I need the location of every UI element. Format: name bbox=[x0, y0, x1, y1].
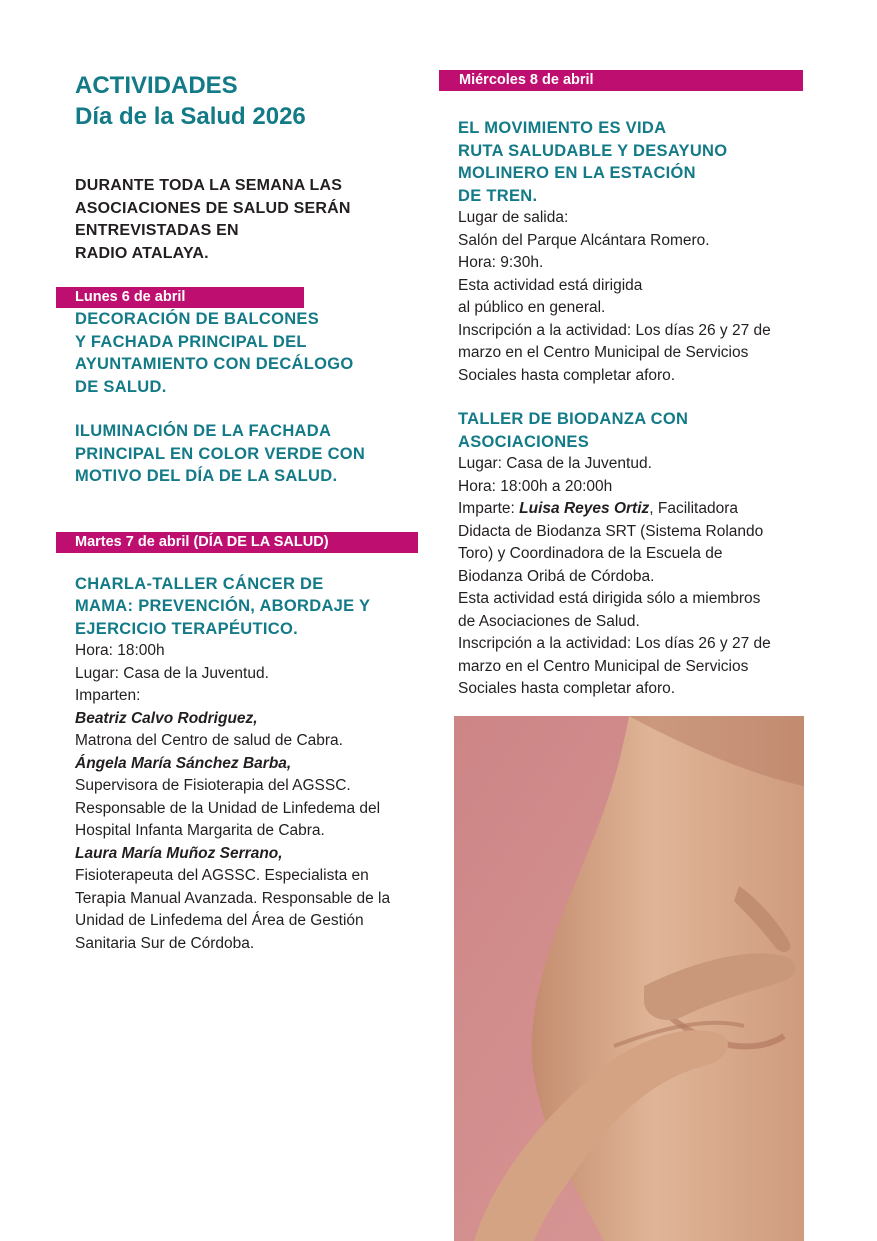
speaker-name: Ángela María Sánchez Barba, bbox=[75, 754, 292, 772]
speaker-description: Matrona del Centro de salud de Cabra. bbox=[75, 732, 343, 749]
imparte-line bbox=[458, 498, 804, 521]
hora-text: Hora: 18:00h bbox=[75, 642, 165, 659]
day-header-wednesday: Miércoles 8 de abril bbox=[439, 70, 803, 91]
detail-line: Sociales hasta completar aforo. bbox=[458, 366, 676, 384]
tuesday-activity-title bbox=[75, 573, 420, 641]
speaker-description: Responsable de la Unidad de Linfedema del bbox=[75, 799, 381, 817]
detail-line: marzo en el Centro Municipal de Servicios bbox=[458, 657, 749, 675]
activity-title-line: ILUMINACIÓN DE LA FACHADA bbox=[75, 422, 332, 440]
breast-self-exam-photo bbox=[454, 716, 804, 1241]
detail-line: Didacta de Biodanza SRT (Sistema Rolando bbox=[458, 522, 764, 540]
activity-title-line: TALLER DE BIODANZA CON bbox=[458, 410, 689, 428]
activity-title-line: MAMA: PREVENCIÓN, ABORDAJE Y bbox=[75, 597, 371, 615]
intro-line: DURANTE TODA LA SEMANA LAS bbox=[75, 177, 343, 194]
monday-activity-iluminacion bbox=[75, 420, 420, 488]
intro-line: ENTREVISTADAS EN bbox=[75, 222, 239, 239]
activity-title-line: DE SALUD. bbox=[75, 377, 167, 396]
detail-line: de Asociaciones de Salud. bbox=[458, 612, 640, 630]
intro-line: ASOCIACIONES DE SALUD SERÁN bbox=[75, 199, 351, 217]
activity-title-line: ASOCIACIONES bbox=[458, 432, 590, 451]
facilitator-role: , Facilitadora bbox=[649, 500, 738, 517]
speaker-description: Supervisora de Fisioterapia del AGSSC. bbox=[75, 777, 351, 794]
activity-title-line: MOTIVO DEL DÍA DE LA SALUD. bbox=[75, 467, 338, 485]
speaker-description: Fisioterapeuta del AGSSC. Especialista en bbox=[75, 867, 369, 884]
detail-line: Biodanza Oribá de Córdoba. bbox=[458, 567, 655, 585]
detail-line: Esta actividad está dirigida sólo a miembros bbox=[458, 590, 761, 607]
monday-activity-decoracion bbox=[75, 308, 420, 398]
detail-line: Inscripción a la actividad: Los días 26 y 27 de bbox=[458, 321, 771, 339]
detail-line: Inscripción a la actividad: Los días 26 y 27 de bbox=[458, 635, 771, 652]
wednesday-activity1-title bbox=[458, 117, 804, 207]
activity-title-line: EL MOVIMIENTO ES VIDA bbox=[458, 119, 667, 137]
photo-illustration bbox=[454, 716, 804, 1241]
detail-line: Salón del Parque Alcántara Romero. bbox=[458, 231, 710, 249]
speaker-name: Beatriz Calvo Rodriguez, bbox=[75, 709, 258, 727]
detail-line: Sociales hasta completar aforo. bbox=[458, 680, 676, 697]
detail-line: Toro) y Coordinadora de la Escuela de bbox=[458, 545, 723, 562]
wednesday-activities bbox=[439, 117, 804, 701]
tuesday-activity-details bbox=[75, 640, 420, 955]
wednesday-activity2-title bbox=[458, 408, 804, 453]
activity-title-line: EJERCICIO TERAPÉUTICO. bbox=[75, 619, 298, 638]
activity-title-line: CHARLA-TALLER CÁNCER DE bbox=[75, 574, 324, 593]
activity-title-line: DECORACIÓN DE BALCONES bbox=[75, 310, 320, 328]
facilitator-name: Luisa Reyes Ortiz bbox=[519, 500, 650, 517]
day-header-monday: Lunes 6 de abril bbox=[56, 287, 304, 308]
left-column bbox=[75, 70, 420, 955]
speaker-description: Hospital Infanta Margarita de Cabra. bbox=[75, 822, 325, 839]
wednesday-activity2-details bbox=[458, 453, 804, 701]
detail-line: Lugar de salida: bbox=[458, 209, 569, 226]
lugar-text: Lugar: Casa de la Juventud. bbox=[458, 455, 652, 472]
activity-title-line: MOLINERO EN LA ESTACIÓN bbox=[458, 164, 696, 182]
lugar-text: Lugar: Casa de la Juventud. bbox=[75, 664, 269, 682]
speaker-name: Laura María Muñoz Serrano, bbox=[75, 844, 283, 862]
speaker-description: Terapia Manual Avanzada. Responsable de la bbox=[75, 889, 391, 907]
speaker-description: Unidad de Linfedema del Área de Gestión bbox=[75, 912, 364, 929]
activity-title-line: PRINCIPAL EN COLOR VERDE CON bbox=[75, 444, 366, 463]
wednesday-activity1-details bbox=[458, 207, 804, 387]
detail-line: Hora: 9:30h. bbox=[458, 254, 544, 271]
imparten-label: Imparten: bbox=[75, 687, 141, 704]
speaker-description: Sanitaria Sur de Córdoba. bbox=[75, 934, 255, 952]
detail-line: al público en general. bbox=[458, 299, 606, 316]
title-line-1: ACTIVIDADES bbox=[75, 72, 238, 99]
hora-text: Hora: 18:00h a 20:00h bbox=[458, 477, 613, 495]
imparte-label: Imparte: bbox=[458, 500, 515, 517]
page-title bbox=[75, 70, 420, 132]
detail-line: marzo en el Centro Municipal de Servicios bbox=[458, 344, 749, 361]
intro-line: RADIO ATALAYA. bbox=[75, 244, 209, 262]
activity-title-line: DE TREN. bbox=[458, 186, 538, 205]
activity-title-line: AYUNTAMIENTO CON DECÁLOGO bbox=[75, 355, 354, 373]
day-header-tuesday: Martes 7 de abril (DÍA DE LA SALUD) bbox=[56, 532, 418, 553]
activity-title-line: RUTA SALUDABLE Y DESAYUNO bbox=[458, 141, 728, 160]
detail-line: Esta actividad está dirigida bbox=[458, 276, 643, 294]
right-column bbox=[439, 70, 804, 701]
intro-notice bbox=[75, 175, 420, 265]
activity-title-line: Y FACHADA PRINCIPAL DEL bbox=[75, 332, 307, 351]
title-line-2: Día de la Salud 2026 bbox=[75, 103, 306, 130]
